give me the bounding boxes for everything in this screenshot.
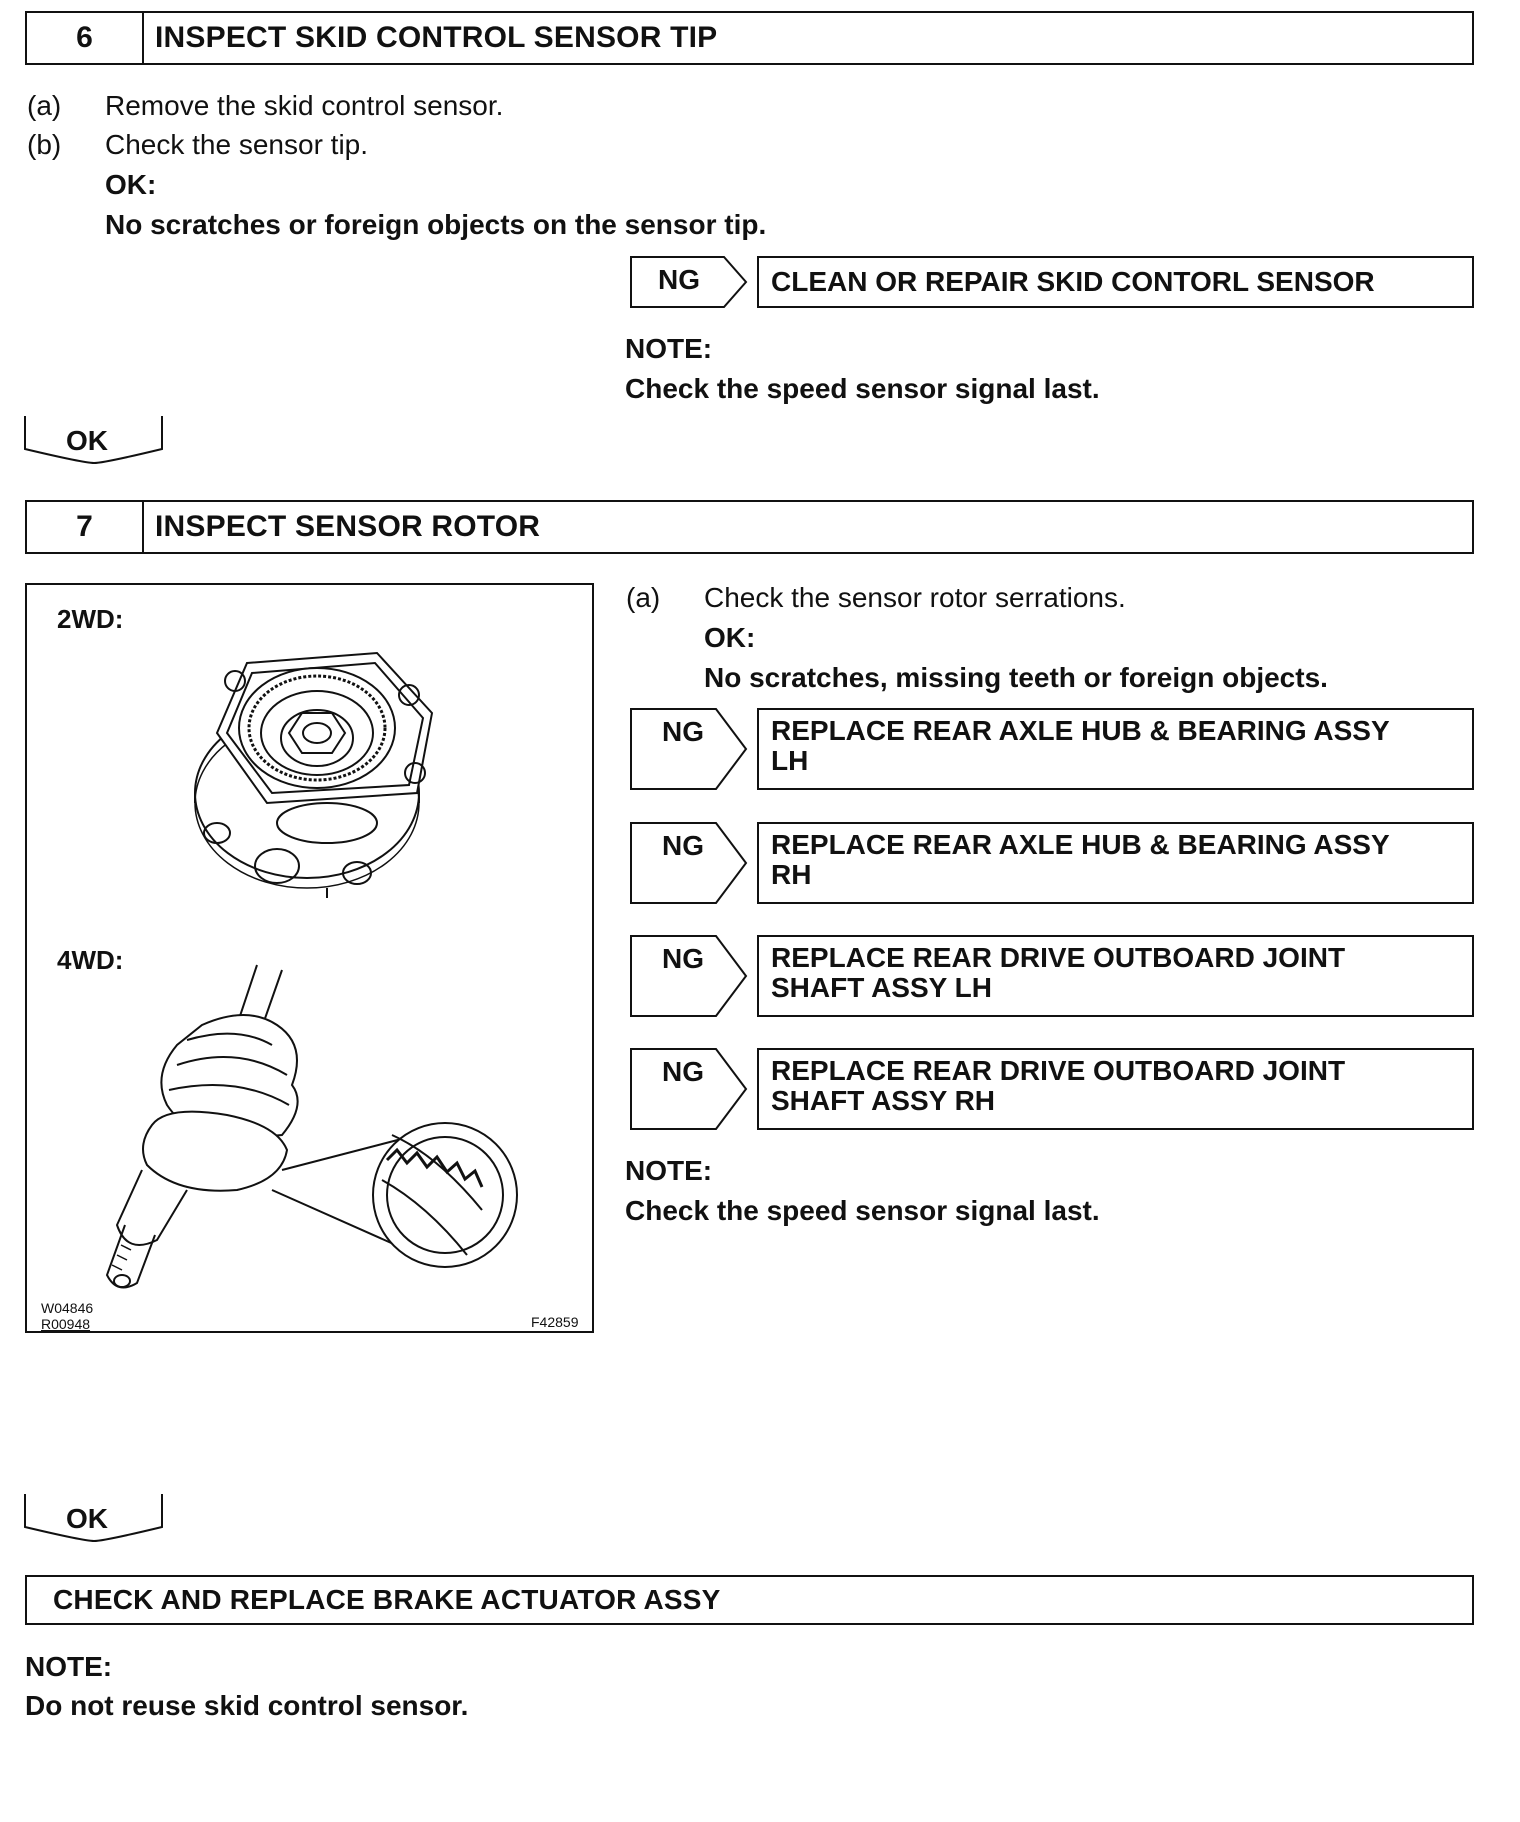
step6-ng-result bbox=[757, 256, 1474, 308]
ng-label-4: NG bbox=[662, 1056, 704, 1087]
final-note-label: NOTE: bbox=[25, 1651, 113, 1682]
step7-ok-label: OK: bbox=[704, 622, 756, 653]
step7-note-text: Check the speed sensor signal last. bbox=[625, 1195, 1100, 1226]
ng-result-3 bbox=[757, 935, 1474, 1017]
step6-item-a-text: Remove the skid control sensor. bbox=[105, 90, 504, 121]
step6-item-a-marker: (a) bbox=[27, 90, 62, 121]
final-header bbox=[25, 1575, 1474, 1625]
ng-result-1 bbox=[757, 708, 1474, 790]
final-note-text: Do not reuse skid control sensor. bbox=[25, 1690, 469, 1721]
step6-ng-label: NG bbox=[658, 264, 700, 295]
outboard-joint-illustration bbox=[107, 965, 527, 1305]
step7-item-a-marker: (a) bbox=[626, 582, 661, 613]
hub-bearing-illustration bbox=[177, 633, 477, 903]
step6-ng-action: CLEAN OR REPAIR SKID CONTORL SENSOR bbox=[771, 266, 1375, 297]
step7-title: INSPECT SENSOR ROTOR bbox=[155, 510, 541, 543]
step6-item-b-text: Check the sensor tip. bbox=[105, 129, 369, 160]
ng-result-1-line2: LH bbox=[771, 745, 809, 776]
ng-result-3-line2: SHAFT ASSY LH bbox=[771, 972, 992, 1003]
figure-code-f42859: F42859 bbox=[531, 1314, 579, 1330]
step6-title: INSPECT SKID CONTROL SENSOR TIP bbox=[155, 21, 718, 54]
ng-result-2 bbox=[757, 822, 1474, 904]
figure-label-4wd: 4WD: bbox=[57, 945, 124, 975]
final-title: CHECK AND REPLACE BRAKE ACTUATOR ASSY bbox=[53, 1584, 721, 1615]
step7-item-a-text: Check the sensor rotor serrations. bbox=[704, 582, 1126, 613]
ng-label-2: NG bbox=[662, 830, 704, 861]
figure-code-r00948: R00948 bbox=[41, 1316, 91, 1332]
ng-result-4 bbox=[757, 1048, 1474, 1130]
step6-number: 6 bbox=[27, 13, 144, 63]
figure-label-2wd: 2WD: bbox=[57, 604, 124, 634]
ng-result-2-line2: RH bbox=[771, 859, 812, 890]
ok-arrow-1-label: OK bbox=[66, 425, 108, 456]
step7-ok-text: No scratches, missing teeth or foreign objects. bbox=[704, 662, 1328, 693]
step6-ok-text: No scratches or foreign objects on the sensor tip. bbox=[105, 209, 767, 240]
step6-header bbox=[25, 11, 1474, 65]
ng-result-4-line1: REPLACE REAR DRIVE OUTBOARD JOINT bbox=[771, 1055, 1346, 1086]
step7-note-label: NOTE: bbox=[625, 1155, 713, 1186]
step6-note-text: Check the speed sensor signal last. bbox=[625, 373, 1100, 404]
ng-result-4-line2: SHAFT ASSY RH bbox=[771, 1085, 996, 1116]
step6-item-b-marker: (b) bbox=[27, 129, 62, 160]
ng-result-2-line1: REPLACE REAR AXLE HUB & BEARING ASSY bbox=[771, 829, 1390, 860]
ng-result-3-line1: REPLACE REAR DRIVE OUTBOARD JOINT bbox=[771, 942, 1346, 973]
step6-note-label: NOTE: bbox=[625, 333, 713, 364]
step7-number: 7 bbox=[27, 502, 144, 552]
ng-result-1-line1: REPLACE REAR AXLE HUB & BEARING ASSY bbox=[771, 715, 1390, 746]
step7-header bbox=[25, 500, 1474, 554]
figure-code-w04846: W04846 bbox=[41, 1300, 94, 1316]
ok-arrow-2-label: OK bbox=[66, 1503, 108, 1534]
ng-label-3: NG bbox=[662, 943, 704, 974]
ng-label-1: NG bbox=[662, 716, 704, 747]
step6-ok-label: OK: bbox=[105, 169, 157, 200]
figure-panel bbox=[25, 583, 594, 1333]
